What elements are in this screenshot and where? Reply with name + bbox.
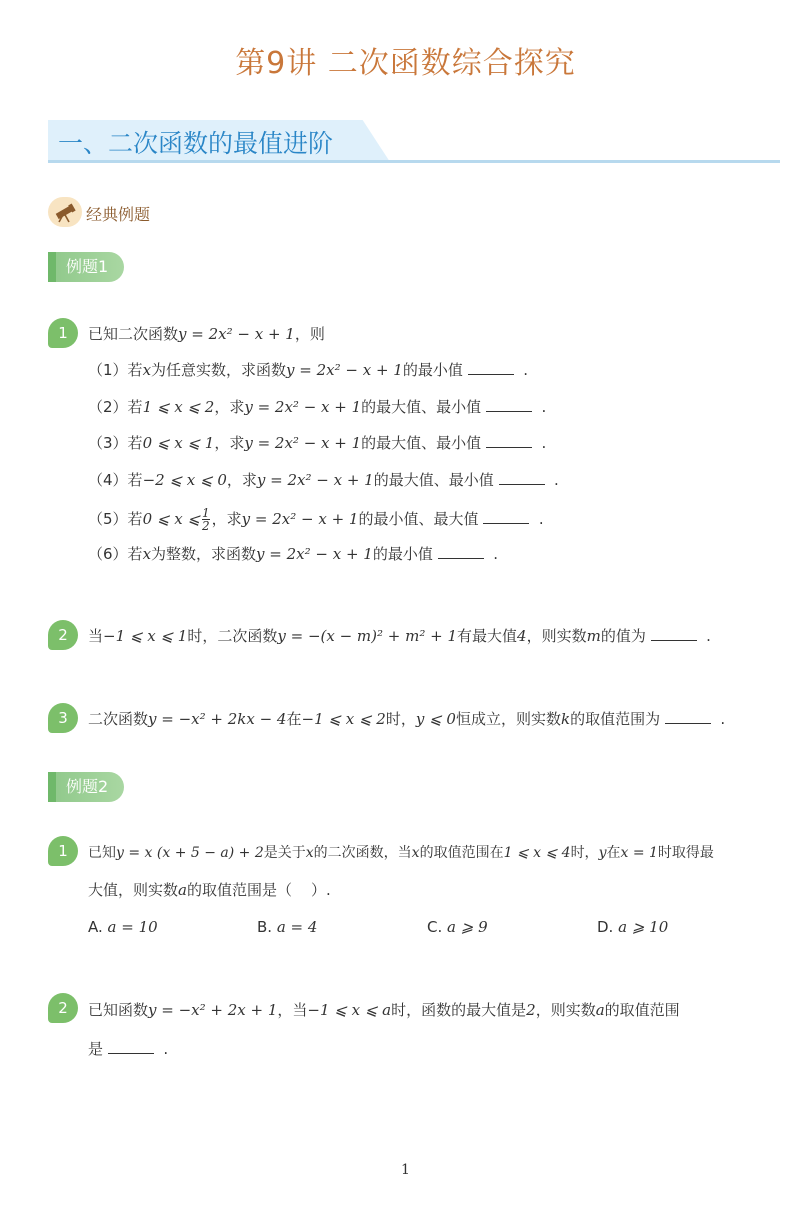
- sub-question-6: （6）若x为整数，求函数y = 2x² − x + 1的最小值 .: [88, 545, 498, 563]
- sub-question-1: （1）若x为任意实数，求函数y = 2x² − x + 1的最小值 .: [88, 361, 528, 379]
- question-stem: 已知二次函数y = 2x² − x + 1，则: [88, 325, 325, 343]
- answer-blank[interactable]: [483, 509, 529, 524]
- question-number-badge: 2: [48, 620, 78, 650]
- example-2-tag: 例题2: [48, 772, 124, 802]
- question-stem-line-1: 已知y = x (x + 5 − a) + 2是关于x的二次函数，当x的取值范围在1 ⩽ x ⩽ 4时，y在x = 1时取得最: [88, 845, 714, 861]
- answer-blank[interactable]: [499, 470, 545, 485]
- page-number: 1: [401, 1162, 410, 1178]
- answer-blank[interactable]: [486, 397, 532, 412]
- section-divider: [48, 160, 780, 163]
- sub-question-2: （2）若1 ⩽ x ⩽ 2，求y = 2x² − x + 1的最大值、最小值 .: [88, 398, 547, 416]
- fraction: $\frac{1}{2}$: [202, 506, 210, 533]
- answer-blank[interactable]: [438, 544, 484, 559]
- option-d[interactable]: D. a ⩾ 10: [597, 918, 669, 936]
- option-a[interactable]: A. a = 10: [88, 918, 158, 936]
- page-title: 第9讲 二次函数综合探究: [235, 46, 576, 81]
- sub-question-5: （5）若0 ⩽ x ⩽ $\frac{1}{2}$ ，求y = 2x² − x + 1的最小值、最大值 .: [88, 506, 544, 533]
- question-number-badge: 2: [48, 993, 78, 1023]
- question-stem-line-2: 大值，则实数a的取值范围是（ ）.: [88, 881, 331, 899]
- answer-blank[interactable]: [651, 626, 697, 641]
- example-1-tag: 例题1: [48, 252, 124, 282]
- sub-question-4: （4）若−2 ⩽ x ⩽ 0，求y = 2x² − x + 1的最大值、最小值 .: [88, 471, 559, 489]
- answer-blank[interactable]: [665, 709, 711, 724]
- option-b[interactable]: B. a = 4: [257, 918, 318, 936]
- question-stem-line-1: 已知函数y = −x² + 2x + 1，当−1 ⩽ x ⩽ a时，函数的最大值是2，则实数a的取值范围: [88, 1001, 680, 1019]
- sub-question-3: （3）若0 ⩽ x ⩽ 1，求y = 2x² − x + 1的最大值、最小值 .: [88, 434, 547, 452]
- option-c[interactable]: C. a ⩾ 9: [427, 918, 488, 936]
- telescope-icon: [48, 197, 82, 227]
- question-number-badge: 1: [48, 318, 78, 348]
- question-stem: 当−1 ⩽ x ⩽ 1时，二次函数y = −(x − m)² + m² + 1有最大值4，则实数m的值为 .: [88, 627, 711, 645]
- answer-blank[interactable]: [468, 360, 514, 375]
- answer-blank[interactable]: [108, 1039, 154, 1054]
- question-number-badge: 1: [48, 836, 78, 866]
- answer-blank[interactable]: [486, 433, 532, 448]
- classic-examples-label: 经典例题: [86, 205, 151, 224]
- question-number-badge: 3: [48, 703, 78, 733]
- question-stem: 二次函数y = −x² + 2kx − 4在−1 ⩽ x ⩽ 2时，y ⩽ 0恒成立，则实数k的取值范围为 .: [88, 710, 726, 728]
- section-title: 一、二次函数的最值进阶: [58, 129, 334, 158]
- question-stem-line-2: 是 .: [88, 1040, 169, 1058]
